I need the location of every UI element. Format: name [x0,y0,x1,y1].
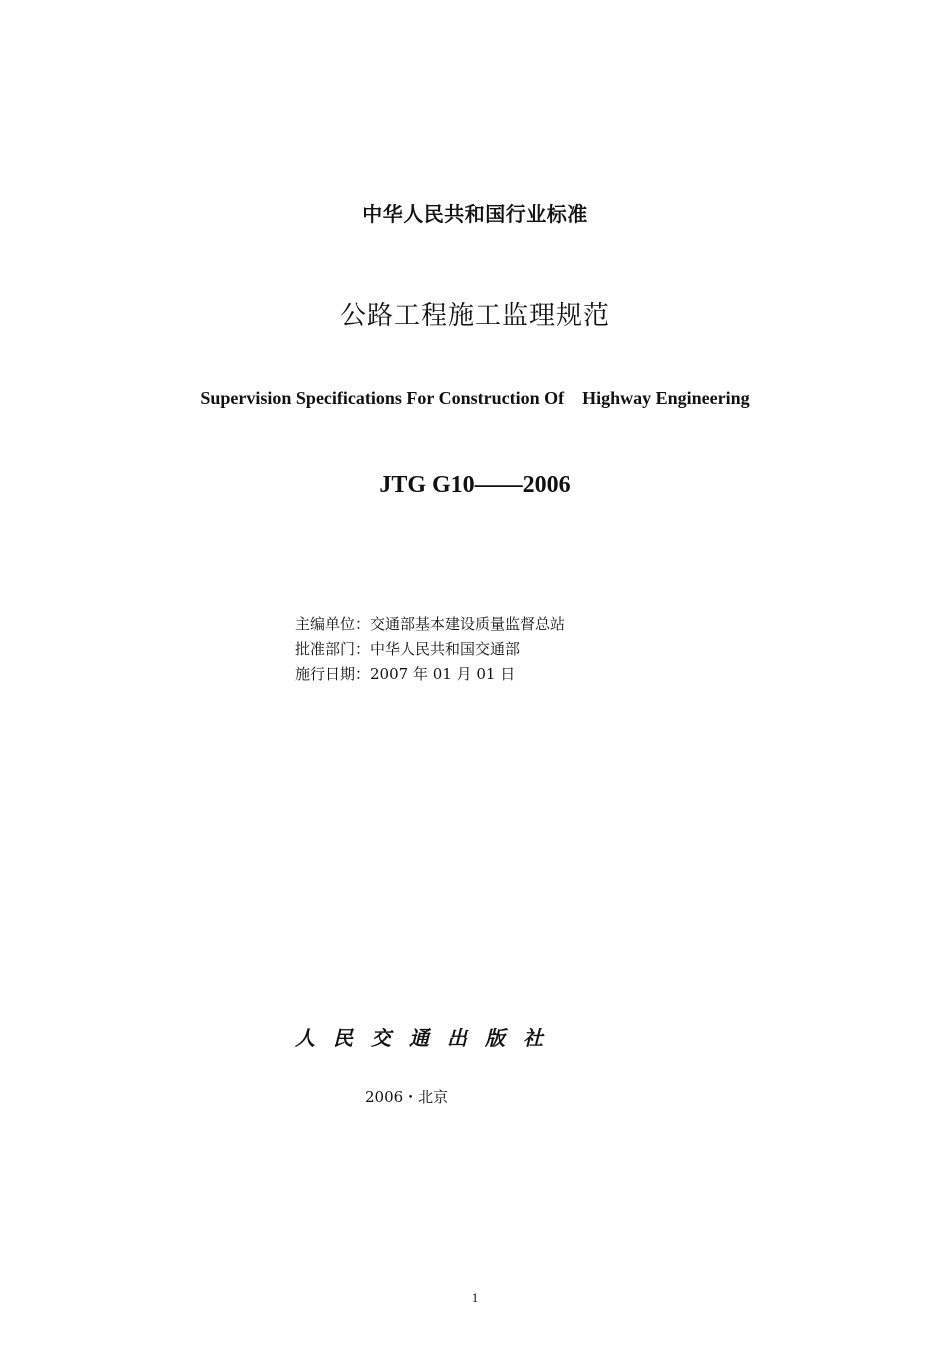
approval-department: 批准部门：中华人民共和国交通部 [295,640,521,658]
editor-unit: 主编单位：交通部基本建设质量监督总站 [295,615,566,633]
industry-standard-heading: 中华人民共和国行业标准 [362,202,588,226]
document-title-chinese: 公路工程施工监理规范 [339,301,610,331]
document-meta [295,612,565,687]
publisher-name: 人民交通出版社 [295,1026,561,1050]
standard-code: JTG G10——2006 [379,472,571,498]
page-number: 1 [471,1290,479,1305]
document-title-english: Supervision Specifications For Construction Of Highway Engineering [200,388,750,408]
effective-date: 施行日期：2007 年 01 月 01 日 [295,665,516,683]
publish-year-place: 2006・北京 [365,1088,449,1106]
